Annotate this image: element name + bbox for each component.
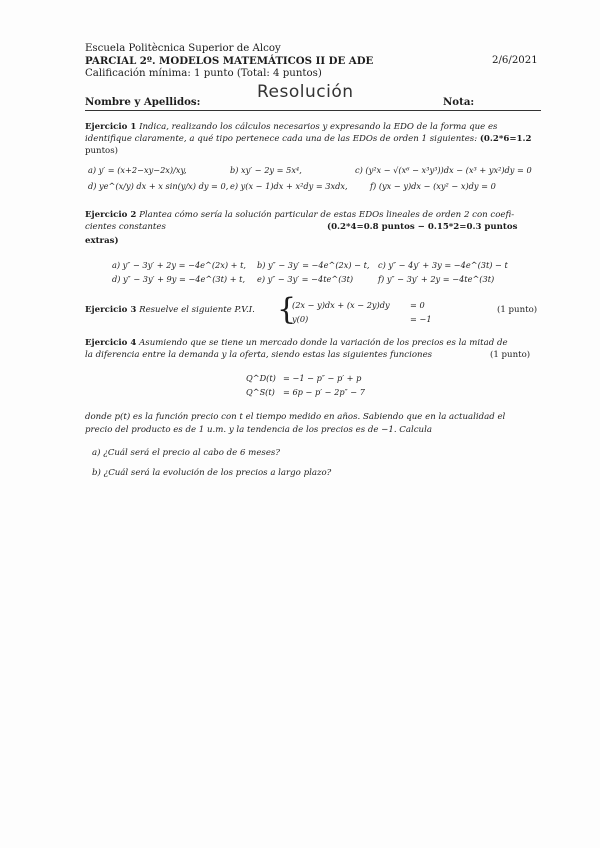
ej2-item-b: b) y″ − 3y′ = −4e^(2x) − t,	[257, 260, 370, 270]
exam-title: PARCIAL 2º. MODELOS MATEMÁTICOS II DE ADE	[85, 55, 374, 67]
demand-rhs: = −1 − p″ − p′ + p	[283, 373, 362, 383]
pvi-eq1-lhs: (2x − y)dx + (x − 2y)dy	[292, 300, 390, 310]
name-label: Nombre y Apellidos:	[85, 96, 201, 108]
pvi-brace: {	[277, 292, 297, 327]
ej1-item-b: b) xy′ − 2y = 5x⁴,	[230, 165, 302, 175]
ej2-item-e: e) y″ − 3y′ = −4te^(3t)	[257, 274, 354, 284]
ej2-label: Ejercicio 2	[85, 210, 137, 220]
supply-rhs: = 6p − p′ − 2p″ − 7	[283, 387, 365, 397]
ej4-label: Ejercicio 4	[85, 338, 137, 348]
signature: Resolución	[257, 82, 354, 102]
ej1-line-2: identifique claramente, a qué tipo pertenece cada una de las EDOs de orden 1 siguientes: (0.2*6=1.2	[85, 134, 532, 144]
ej4-line-2: la diferencia entre la demanda y la oferta, siendo estas las siguientes funciones	[85, 350, 433, 360]
ej4-question-b: b) ¿Cuál será la evolución de los precios a largo plazo?	[92, 468, 332, 478]
grade-label: Nota:	[443, 96, 475, 108]
ej4-line-1: Ejercicio 4 Asumiendo que se tiene un mercado donde la variación de los precios es la mitad de	[85, 338, 508, 348]
ej1-item-a: a) y′ = (x+2−xy−2x)/xy,	[88, 165, 187, 175]
ej4-points: (1 punto)	[490, 350, 531, 360]
ej1-item-f: f) (yx − y)dx − (xy² − x)dy = 0	[370, 181, 496, 191]
ej1-item-e: e) y(x − 1)dx + x²dy = 3xdx,	[230, 181, 348, 191]
ej2-points: (0.2*4=0.8 puntos − 0.15*2=0.3 puntos	[327, 222, 518, 232]
ej4-line-3: donde p(t) es la función precio con t el tiempo medido en años. Sabiendo que en la actualidad el	[85, 412, 506, 422]
ej2-line-1: Ejercicio 2 Plantea cómo sería la solución particular de estas EDOs lineales de orden 2 con coefi-	[85, 210, 515, 220]
ej2-item-f: f) y″ − 3y′ + 2y = −4te^(3t)	[378, 274, 495, 284]
ej4-question-a: a) ¿Cuál será el precio al cabo de 6 meses?	[92, 448, 280, 458]
ej1-item-d: d) ye^(x/y) dx + x sin(y/x) dy = 0,	[88, 181, 229, 191]
ej3-points: (1 punto)	[497, 305, 538, 315]
exam-date: 2/6/2021	[492, 55, 538, 66]
ej2-line-2: cientes constantes	[85, 222, 166, 232]
pvi-eq2-rhs: = −1	[410, 314, 432, 324]
min-grade: Calificación mínima: 1 punto (Total: 4 puntos)	[85, 68, 322, 79]
ej1-points-tail: puntos)	[85, 146, 118, 156]
ej1-label: Ejercicio 1	[85, 122, 137, 132]
pvi-eq2-lhs: y(0)	[292, 314, 309, 324]
school-name: Escuela Politècnica Superior de Alcoy	[85, 43, 281, 54]
ej3-label: Ejercicio 3	[85, 305, 137, 315]
ej1-line-1: Ejercicio 1 Indica, realizando los cálculos necesarios y expresando la EDO de la forma que es	[85, 122, 498, 132]
ej2-item-a: a) y″ − 3y′ + 2y = −4e^(2x) + t,	[112, 260, 247, 270]
demand-lhs: Q^D(t)	[246, 373, 276, 383]
pvi-eq1-rhs: = 0	[410, 300, 425, 310]
ej2-points-tail: extras)	[85, 236, 119, 246]
ej3-line: Ejercicio 3 Resuelve el siguiente P.V.I.	[85, 305, 255, 315]
header-rule	[85, 110, 541, 111]
ej4-line-4: precio del producto es de 1 u.m. y la tendencia de los precios es de −1. Calcula	[85, 425, 432, 435]
ej1-item-c: c) (y²x − √(x⁶ − x³y³))dx − (x³ + yx²)dy = 0	[355, 165, 532, 175]
supply-lhs: Q^S(t)	[246, 387, 275, 397]
ej2-item-d: d) y″ − 3y′ + 9y = −4e^(3t) + t,	[112, 274, 246, 284]
ej2-item-c: c) y″ − 4y′ + 3y = −4e^(3t) − t	[378, 260, 508, 270]
